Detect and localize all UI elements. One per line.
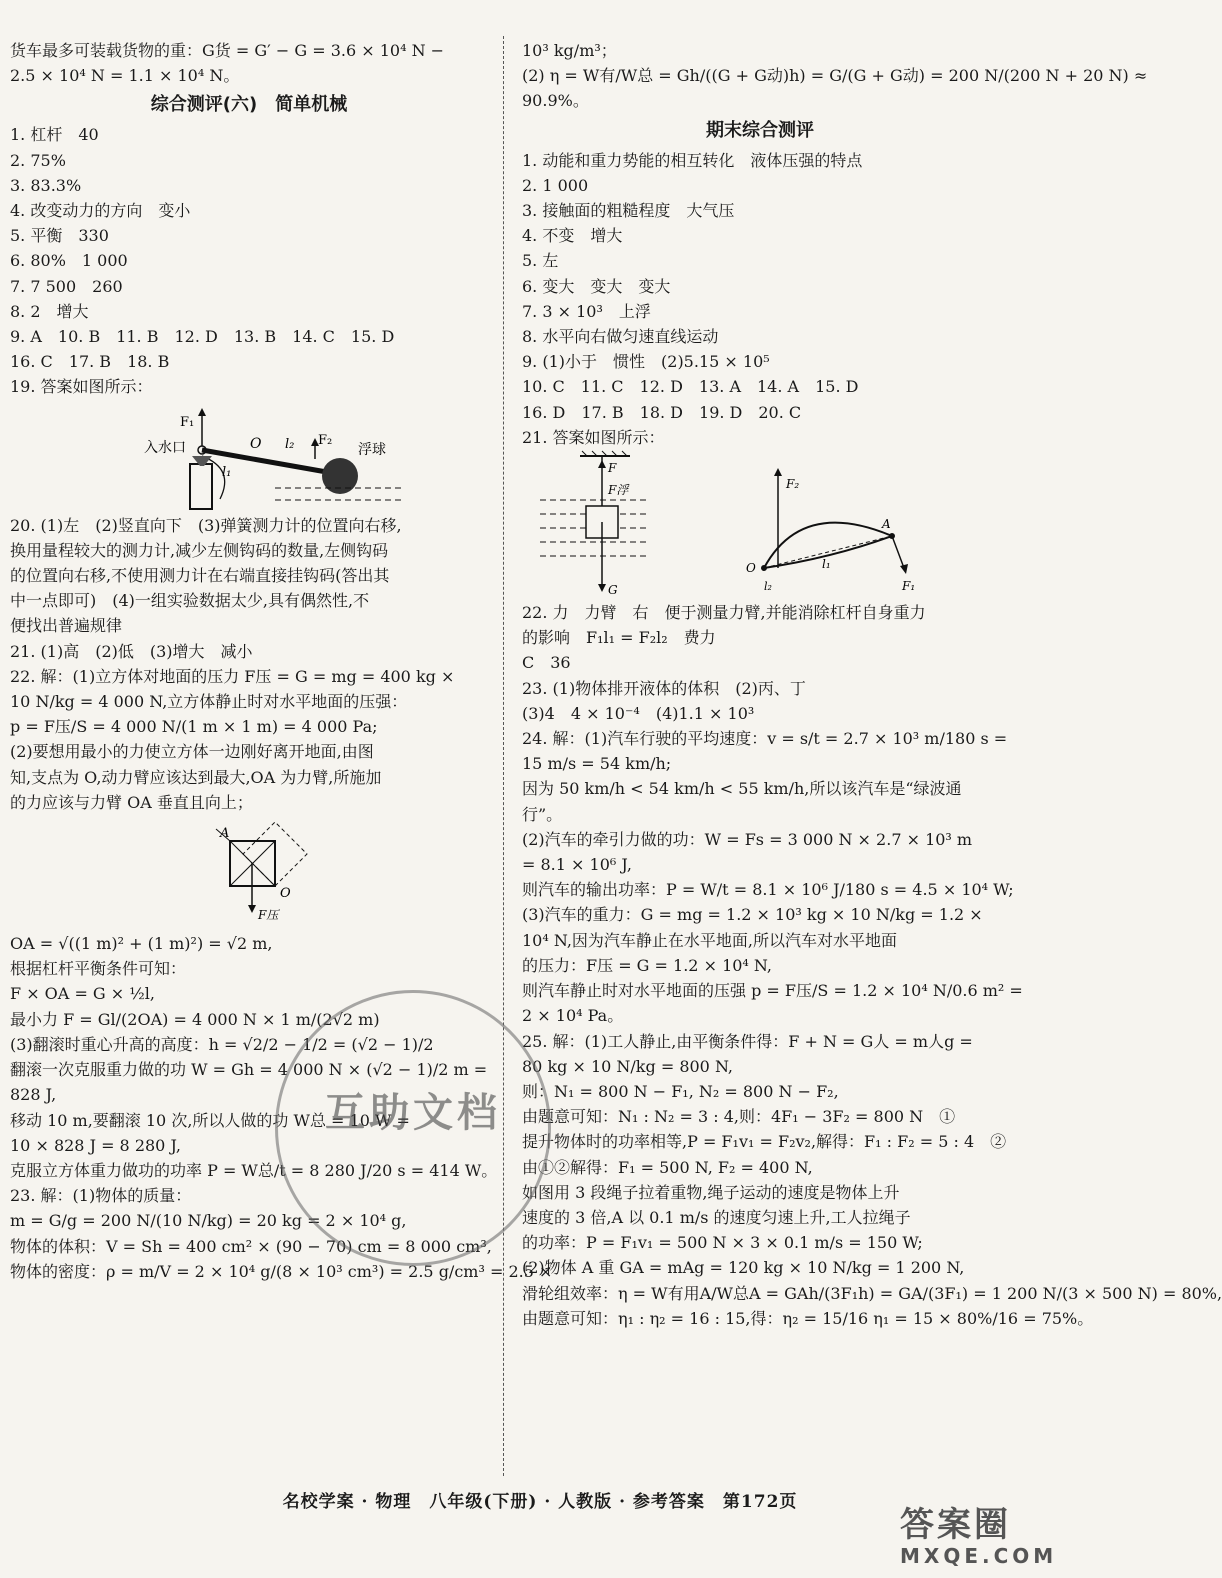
answer-line: 克服立方体重力做功的功率 P = W总/t = 8 280 J/20 s = 414 W。 bbox=[10, 1160, 498, 1180]
answer-line: 828 J, bbox=[10, 1085, 57, 1105]
answer-line: (2)汽车的牵引力做的功：W = Fs = 3 000 N × 2.7 × 10³ m bbox=[522, 829, 973, 849]
figure-21-buoyancy bbox=[540, 450, 650, 598]
logo-main-text: 答案圈 bbox=[900, 1505, 1011, 1545]
answer-line: (2)物体 A 重 GA = mAg = 120 kg × 10 N/kg = 1 200 N, bbox=[522, 1258, 965, 1278]
answer-line: 24. 解：(1)汽车行驶的平均速度：v = s/t = 2.7 × 10³ m/180 s = bbox=[522, 729, 1008, 749]
answer-line: 货车最多可装载货物的重：G货 = G′ − G = 3.6 × 10⁴ N − bbox=[10, 41, 445, 60]
answer-line: 因为 50 km/h < 54 km/h < 55 km/h,所以该汽车是“绿波通 bbox=[522, 779, 962, 799]
answer-line: 5. 左 bbox=[522, 251, 559, 271]
right-column bbox=[522, 38, 1222, 1331]
answer-line: 2. 75% bbox=[10, 150, 66, 170]
answer-line: 如图用 3 段绳子拉着重物,绳子运动的速度是物体上升 bbox=[522, 1182, 900, 1202]
figure-22-cube-rotation bbox=[180, 819, 380, 927]
answer-line: 中一点即可) (4)一组实验数据太少,具有偶然性,不 bbox=[10, 591, 370, 611]
answer-line: 22. 解：(1)立方体对地面的压力 F压 = G = mg = 400 kg × bbox=[10, 666, 455, 686]
answer-line: 90.9%。 bbox=[522, 91, 589, 111]
answer-line: 最小力 F = Gl/(2OA) = 4 000 N × 1 m/(2√2 m) bbox=[10, 1009, 380, 1029]
answer-line: 23. (1)物体排开液体的体积 (2)丙、丁 bbox=[522, 678, 806, 698]
answer-line: (3)4 4 × 10⁻⁴ (4)1.1 × 10³ bbox=[522, 703, 755, 723]
fig21a-ffu-label: F浮 bbox=[608, 483, 629, 498]
answer-line: 22. 力 力臂 右 便于测量力臂,并能消除杠杆自身重力 bbox=[522, 603, 926, 623]
answer-line: 2. 1 000 bbox=[522, 175, 589, 195]
answer-line: 提升物体时的功率相等,P = F₁v₁ = F₂v₂,解得：F₁ : F₂ = 5 : 4 ② bbox=[522, 1132, 1007, 1152]
answer-line: 1. 动能和重力势能的相互转化 液体压强的特点 bbox=[522, 150, 863, 170]
answer-line: 16. C 17. B 18. B bbox=[10, 352, 170, 372]
fig19-o-label: O bbox=[250, 435, 262, 452]
fig19-inlet-label: 入水口 bbox=[144, 439, 186, 456]
answer-line: 16. D 17. B 18. D 19. D 20. C bbox=[522, 402, 802, 422]
answer-line: 25. 解：(1)工人静止,由平衡条件得：F + N = G人 = m人g = bbox=[522, 1031, 973, 1051]
answer-line: 8. 水平向右做匀速直线运动 bbox=[522, 327, 719, 347]
answer-line: 由①②解得：F₁ = 500 N, F₂ = 400 N, bbox=[522, 1157, 813, 1177]
answer-line: 根据杠杆平衡条件可知： bbox=[10, 959, 187, 979]
figure-19-lever-float bbox=[130, 404, 430, 509]
answer-line: 物体的体积：V = Sh = 400 cm² × (90 − 70) cm = 8 000 cm³, bbox=[10, 1236, 492, 1256]
answer-line: 知,支点为 O,动力臂应该达到最大,OA 为力臂,所施加 bbox=[10, 767, 382, 787]
page-footer: 名校学案 · 物理 八年级(下册) · 人教版 · 参考答案 第172页 bbox=[282, 1492, 798, 1512]
section-heading: 期末综合测评 bbox=[706, 119, 814, 141]
fig21b-o-label: O bbox=[746, 561, 756, 576]
logo-sub-text: MXQE.COM bbox=[900, 1544, 1058, 1568]
answer-line: 7. 3 × 10³ 上浮 bbox=[522, 301, 651, 321]
fig21b-a-label: A bbox=[882, 517, 891, 532]
fig19-float-label: 浮球 bbox=[358, 441, 386, 458]
answer-line: 3. 接触面的粗糙程度 大气压 bbox=[522, 201, 735, 221]
watermark-text: 互助文档 bbox=[325, 1090, 501, 1136]
fig19-f1-label: F₁ bbox=[180, 414, 195, 430]
answer-line: F × OA = G × ½l, bbox=[10, 984, 155, 1004]
answer-line: 换用量程较大的测力计,减少左侧钩码的数量,左侧钩码 bbox=[10, 540, 389, 560]
answer-line: 7. 7 500 260 bbox=[10, 276, 123, 296]
answer-line: (2)要想用最小的力使立方体一边刚好离开地面,由图 bbox=[10, 742, 374, 762]
answer-line: 10. C 11. C 12. D 13. A 14. A 15. D bbox=[522, 377, 859, 397]
answer-line: m = G/g = 200 N/(10 N/kg) = 20 kg = 2 × 10⁴ g, bbox=[10, 1211, 407, 1231]
answer-line: 10⁴ N,因为汽车静止在水平地面,所以汽车对水平地面 bbox=[522, 930, 898, 950]
answer-line: (2) η = W有/W总 = Gh/((G + G动)h) = G/(G + G动) = 200 N/(200 N + 20 N) ≈ bbox=[522, 66, 1148, 86]
fig21b-f2-label: F₂ bbox=[786, 477, 800, 492]
answer-line: 的位置向右移,不使用测力计在右端直接挂钩码(答出其 bbox=[10, 566, 390, 586]
answer-line: 4. 改变动力的方向 变小 bbox=[10, 201, 191, 221]
answer-line: 2.5 × 10⁴ N = 1.1 × 10⁴ N。 bbox=[10, 66, 240, 86]
answer-line: OA = √((1 m)² + (1 m)²) = √2 m, bbox=[10, 934, 273, 954]
answer-line: 6. 80% 1 000 bbox=[10, 251, 128, 271]
answer-line: 21. (1)高 (2)低 (3)增大 减小 bbox=[10, 641, 253, 661]
answer-line: 4. 不变 增大 bbox=[522, 226, 623, 246]
answer-line: 由题意可知：N₁ : N₂ = 3 : 4,则：4F₁ − 3F₂ = 800 N ① bbox=[522, 1107, 956, 1127]
fig19-f2-label: F₂ bbox=[318, 432, 333, 448]
fig21a-f-label: F bbox=[608, 461, 617, 476]
answer-line: 则汽车的输出功率：P = W/t = 8.1 × 10⁶ J/180 s = 4.5 × 10⁴ W; bbox=[522, 880, 1014, 900]
answer-line: 6. 变大 变大 变大 bbox=[522, 276, 671, 296]
site-logo bbox=[900, 1505, 1072, 1573]
answer-line: 21. 答案如图所示： bbox=[522, 427, 665, 447]
answer-line: 行”。 bbox=[522, 804, 563, 824]
fig21a-g-label: G bbox=[608, 583, 618, 598]
answer-line: 19. 答案如图所示： bbox=[10, 377, 153, 397]
fig21b-f1-label: F₁ bbox=[902, 579, 916, 594]
fig21b-l2-label: l₂ bbox=[764, 580, 772, 594]
fig19-l1-label: l₁ bbox=[222, 464, 232, 480]
answer-line: 翻滚一次克服重力做的功 W = Gh = 4 000 N × (√2 − 1)/2 m = bbox=[10, 1060, 488, 1080]
answer-line: 9. (1)小于 惯性 (2)5.15 × 10⁵ bbox=[522, 352, 770, 372]
answer-line: 的影响 F₁l₁ = F₂l₂ 费力 bbox=[522, 628, 716, 648]
answer-line: 8. 2 增大 bbox=[10, 301, 89, 321]
answer-line: 便找出普遍规律 bbox=[10, 616, 123, 636]
answer-line: 滑轮组效率：η = W有用A/W总A = GAh/(3F₁h) = GA/(3F₁) = 1 200 N/(3 × 500 N) = 80%, bbox=[522, 1283, 1222, 1303]
answer-line: 3. 83.3% bbox=[10, 175, 82, 195]
answer-line: 10³ kg/m³； bbox=[522, 41, 617, 60]
answer-line: 5. 平衡 330 bbox=[10, 226, 109, 246]
answer-line: (3)翻滚时重心升高的高度：h = √2/2 − 1/2 = (√2 − 1)/2 bbox=[10, 1034, 434, 1054]
answer-line: 2 × 10⁴ Pa。 bbox=[522, 1006, 624, 1026]
answer-line: 移动 10 m,要翻滚 10 次,所以人做的功 W总 = 10 W = bbox=[10, 1110, 410, 1130]
answer-line: p = F压/S = 4 000 N/(1 m × 1 m) = 4 000 Pa; bbox=[10, 717, 378, 737]
answer-line: = 8.1 × 10⁶ J, bbox=[522, 855, 632, 875]
answer-line: 23. 解：(1)物体的质量： bbox=[10, 1186, 192, 1206]
figure-21-lever bbox=[722, 458, 916, 598]
answer-line: 物体的密度：ρ = m/V = 2 × 10⁴ g/(8 × 10³ cm³) = 2.5 g/cm³ = 2.5 × bbox=[10, 1261, 553, 1281]
answer-line: 10 × 828 J = 8 280 J, bbox=[10, 1135, 182, 1155]
answer-line: (3)汽车的重力：G = mg = 1.2 × 10³ kg × 10 N/kg = 1.2 × bbox=[522, 905, 983, 925]
figure-21 bbox=[522, 450, 998, 600]
fig21b-l1-label: l₁ bbox=[822, 557, 831, 572]
column-divider bbox=[503, 36, 504, 1476]
answer-line: 80 kg × 10 N/kg = 800 N, bbox=[522, 1056, 733, 1076]
fig22-a-label: A bbox=[220, 826, 230, 842]
answer-line: 速度的 3 倍,A 以 0.1 m/s 的速度匀速上升,工人拉绳子 bbox=[522, 1207, 911, 1227]
answer-line: 的功率：P = F₁v₁ = 500 N × 3 × 0.1 m/s = 150 W; bbox=[522, 1233, 923, 1253]
answer-line: 的压力：F压 = G = 1.2 × 10⁴ N, bbox=[522, 955, 772, 975]
answer-line: 10 N/kg = 4 000 N,立方体静止时对水平地面的压强： bbox=[10, 692, 408, 712]
answer-line: 由题意可知：η₁ : η₂ = 16 : 15,得：η₂ = 15/16 η₁ = 15 × 80%/16 = 75%。 bbox=[522, 1308, 1094, 1328]
fig22-o-label: O bbox=[280, 886, 291, 902]
fig19-l2-label: l₂ bbox=[285, 436, 295, 452]
watermark-seal bbox=[275, 990, 551, 1266]
answer-line: 15 m/s = 54 km/h; bbox=[522, 754, 672, 774]
section-heading: 综合测评(六) 简单机械 bbox=[150, 94, 348, 116]
answer-line: 1. 杠杆 40 bbox=[10, 125, 99, 145]
answer-line: 的力应该与力臂 OA 垂直且向上； bbox=[10, 792, 253, 812]
answer-line: 9. A 10. B 11. B 12. D 13. B 14. C 15. D bbox=[10, 327, 395, 347]
answer-line: 20. (1)左 (2)竖直向下 (3)弹簧测力计的位置向右移, bbox=[10, 515, 402, 535]
fig22-f-label: F压 bbox=[258, 908, 279, 923]
answer-line: C 36 bbox=[522, 653, 571, 673]
answer-line: 则：N₁ = 800 N − F₁, N₂ = 800 N − F₂, bbox=[522, 1081, 839, 1101]
answer-line: 则汽车静止时对水平地面的压强 p = F压/S = 1.2 × 10⁴ N/0.6 m² = bbox=[522, 981, 1023, 1001]
